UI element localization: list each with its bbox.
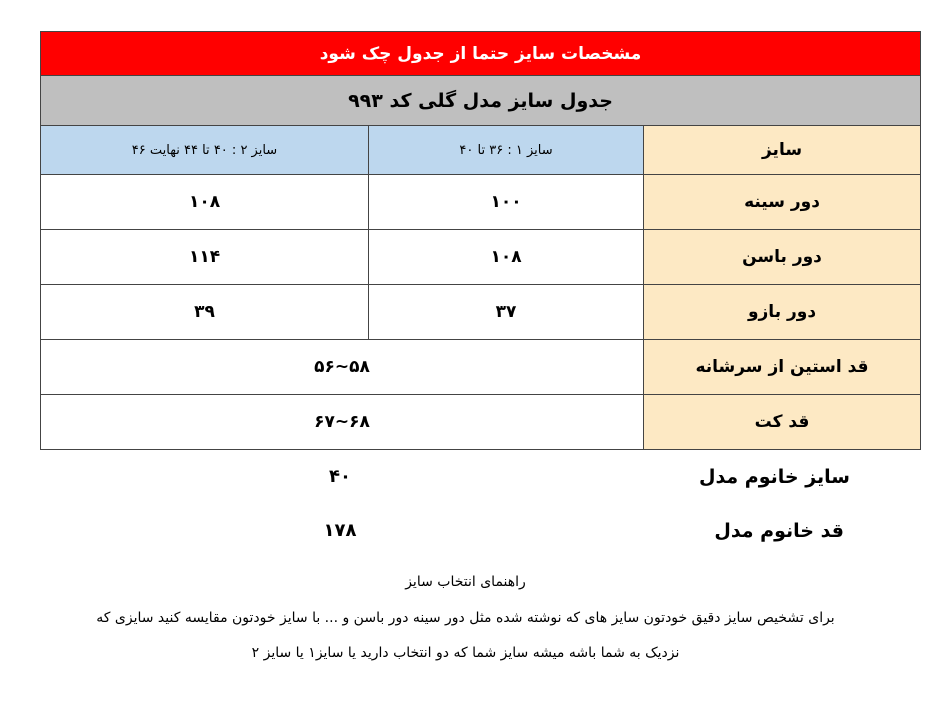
arm-size1: ۳۷ — [369, 285, 644, 340]
table-row — [41, 395, 921, 450]
size1-header: سایز ۱ : ۳۶ تا ۴۰ — [369, 126, 644, 175]
row-label-chest: دور سینه — [644, 175, 921, 230]
row-label-arm: دور بازو — [644, 285, 921, 340]
size-table — [40, 31, 921, 450]
size2-header: سایز ۲ : ۴۰ تا ۴۴ نهایت ۴۶ — [41, 126, 369, 175]
guide-title: راهنمای انتخاب سایز — [405, 574, 526, 590]
guide-line-1: برای تشخیص سایز دقیق خودتون سایز های که نوشته شده مثل دور سینه دور باسن و ... با سایز خودتون مقایسه کنید سایزی که — [96, 610, 835, 626]
model-size-value: ۴۰ — [329, 466, 351, 487]
model-height-label: قد خانوم مدل — [714, 520, 844, 542]
hip-size1: ۱۰۸ — [369, 230, 644, 285]
chest-size1: ۱۰۰ — [369, 175, 644, 230]
model-size-label: سایز خانوم مدل — [698, 466, 850, 488]
table-subtitle: جدول سایز مدل گلی کد ۹۹۳ — [41, 76, 921, 126]
size-header-label: سایز — [644, 126, 921, 175]
table-title: مشخصات سایز حتما از جدول چک شود — [41, 32, 921, 76]
table-row — [41, 230, 921, 285]
arm-size2: ۳۹ — [41, 285, 369, 340]
coat-length-value: ۶۸~۶۷ — [41, 395, 644, 450]
row-label-sleeve: قد استین از سرشانه — [644, 340, 921, 395]
guide-line-2: نزدیک به شما باشه میشه سایز شما که دو انتخاب دارید یا سایز۱ یا سایز ۲ — [251, 645, 680, 661]
sleeve-length-value: ۵۸~۵۶ — [41, 340, 644, 395]
chest-size2: ۱۰۸ — [41, 175, 369, 230]
table-row — [41, 340, 921, 395]
table-row — [41, 175, 921, 230]
row-label-coat-length: قد کت — [644, 395, 921, 450]
hip-size2: ۱۱۴ — [41, 230, 369, 285]
table-row — [41, 285, 921, 340]
model-height-value: ۱۷۸ — [323, 520, 357, 541]
row-label-hip: دور باسن — [644, 230, 921, 285]
